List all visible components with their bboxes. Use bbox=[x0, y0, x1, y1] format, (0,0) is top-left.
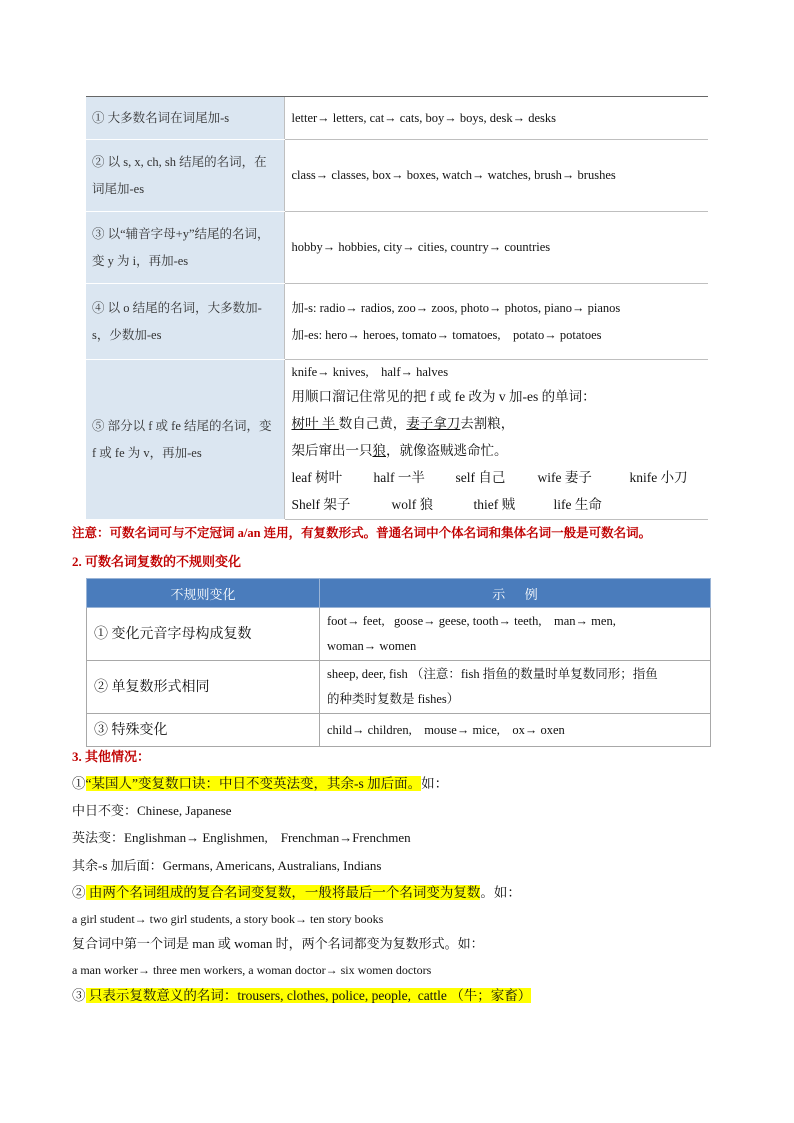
rule-cell: ④ 以 o 结尾的名词，大多数加-s，少数加-es bbox=[86, 284, 284, 360]
example-line: sheep, deer, fish （注意：fish 指鱼的数量时单复数同形；指鱼 bbox=[327, 667, 658, 681]
example-line: a man worker→ three men workers, a woman doctor→ six women doctors bbox=[72, 963, 432, 977]
example-cell: child→ children, mouse→ mice, ox→ oxen bbox=[320, 714, 711, 747]
rhyme-word: 半 bbox=[318, 415, 339, 431]
example-cell: class→ classes, box→ boxes, watch→ watches, brush→ brushes bbox=[284, 140, 708, 212]
example-line: foot→ feet, goose→ geese, tooth→ teeth, man→ men, bbox=[327, 614, 616, 628]
example-cell bbox=[284, 284, 708, 360]
item-1 bbox=[72, 774, 448, 794]
column-header: 示 例 bbox=[320, 579, 711, 608]
example-line: 加-s: radio→ radios, zoo→ zoos, photo→ photos, piano→ pianos bbox=[291, 300, 621, 315]
rhyme-line-2 bbox=[292, 437, 702, 464]
word-item: wife 妻子 bbox=[537, 469, 592, 485]
example-cell bbox=[284, 360, 708, 520]
rule-cell: ① 变化元音字母构成复数 bbox=[87, 608, 320, 661]
table-row bbox=[86, 97, 708, 140]
table-row bbox=[86, 360, 708, 520]
example-line: woman→ women bbox=[327, 639, 417, 653]
text-line: 中日不变：Chinese, Japanese bbox=[72, 803, 232, 818]
rule-cell: ⑤ 部分以 f 或 fe 结尾的名词，变 f 或 fe 为 v，再加-es bbox=[86, 360, 284, 520]
rhyme-text: 去割粮， bbox=[460, 415, 515, 431]
highlighted-text: 由两个名词组成的复合名词变复数，一般将最后一个名词变为复数 bbox=[85, 885, 481, 900]
example-cell: letter→ letters, cat→ cats, boy→ boys, desk→ desks bbox=[284, 97, 708, 140]
table-row bbox=[87, 661, 711, 714]
item-text: 。如： bbox=[480, 885, 521, 900]
item-3 bbox=[72, 986, 531, 1006]
example-line: 用顺口溜记住常见的把 f 或 fe 改为 v 加-es 的单词： bbox=[291, 388, 596, 404]
table-header-row bbox=[87, 579, 711, 608]
word-item: leaf 树叶 bbox=[291, 469, 343, 485]
item-number: ① bbox=[72, 776, 86, 791]
word-item: thief 贼 bbox=[473, 496, 516, 512]
example-line: a girl student→ two girl students, a story book→ ten story books bbox=[72, 912, 384, 926]
word-item: half 一半 bbox=[373, 469, 425, 485]
text-line: 英法变：Englishman→ Englishmen, Frenchman→Frenchmen bbox=[72, 830, 411, 845]
table-row bbox=[86, 284, 708, 360]
example-line: 加-es: hero→ heroes, tomato→ tomatoes, potato→ potatoes bbox=[291, 327, 602, 342]
rule-cell: ① 大多数名词在词尾加-s bbox=[86, 97, 284, 140]
note-text: 注意：可数名词可与不定冠词 a/an 连用，有复数形式。普通名词中个体名词和集体名词一般是可数名词。 bbox=[72, 526, 652, 540]
rhyme-text: ，就像盗贼逃命忙。 bbox=[386, 442, 508, 458]
word-row bbox=[292, 464, 702, 491]
word-item: wolf 狼 bbox=[391, 496, 434, 512]
word-item: Shelf 架子 bbox=[291, 496, 351, 512]
table-row bbox=[87, 608, 711, 661]
rhyme-line-1 bbox=[292, 410, 702, 437]
section-2-title: 2. 可数名词复数的不规则变化 bbox=[72, 554, 242, 569]
table-row bbox=[86, 140, 708, 212]
rule-cell: ② 单复数形式相同 bbox=[87, 661, 320, 714]
text-line: 其余-s 加后面：Germans, Americans, Australians, Indians bbox=[72, 858, 382, 873]
section-3-title: 3. 其他情况： bbox=[72, 749, 151, 764]
item-text: 如： bbox=[421, 776, 449, 791]
word-item: self 自己 bbox=[455, 469, 506, 485]
example-line: 的种类时复数是 fishes） bbox=[327, 692, 460, 706]
rule-cell: ② 以 s, x, ch, sh 结尾的名词，在词尾加-es bbox=[86, 140, 284, 212]
column-header: 不规则变化 bbox=[87, 579, 320, 608]
word-item: knife 小刀 bbox=[629, 469, 688, 485]
highlighted-text: “某国人”变复数口诀：中日不变英法变，其余-s 加后面。 bbox=[85, 776, 422, 791]
rhyme-word: 妻子拿刀 bbox=[406, 415, 461, 431]
item-number: ② bbox=[72, 885, 86, 900]
rhyme-text: 数自己黄， bbox=[338, 415, 407, 431]
item-number: ③ bbox=[72, 988, 86, 1003]
plural-rules-table bbox=[86, 96, 708, 520]
rule-cell: ③ 以“辅音字母+y”结尾的名词，变 y 为 i，再加-es bbox=[86, 212, 284, 284]
rule-cell: ③ 特殊变化 bbox=[87, 714, 320, 747]
text-line: 复合词中第一个词是 man 或 woman 时，两个名词都变为复数形式。如： bbox=[72, 936, 484, 951]
item-2 bbox=[72, 883, 521, 903]
rhyme-text: 架后窜出一只 bbox=[291, 442, 373, 458]
irregular-plural-table bbox=[86, 578, 711, 747]
highlighted-text: 只表示复数意义的名词：trousers, clothes, police, people, cattle （牛；家畜） bbox=[85, 988, 532, 1003]
table-row bbox=[86, 212, 708, 284]
example-cell bbox=[320, 661, 711, 714]
word-item: life 生命 bbox=[553, 496, 602, 512]
word-row bbox=[292, 491, 702, 518]
example-cell bbox=[320, 608, 711, 661]
rhyme-word: 树叶 bbox=[291, 415, 319, 431]
example-cell: hobby→ hobbies, city→ cities, country→ countries bbox=[284, 212, 708, 284]
rhyme-word: 狼 bbox=[372, 442, 386, 458]
example-line: knife→ knives, half→ halves bbox=[291, 364, 449, 379]
table-row bbox=[87, 714, 711, 747]
